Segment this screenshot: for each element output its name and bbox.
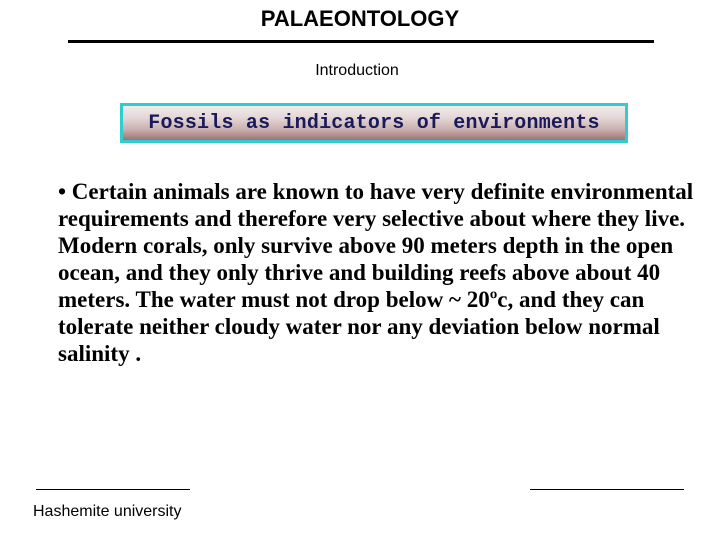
footer-institution: Hashemite university (33, 503, 182, 520)
banner-text: Fossils as indicators of environments (148, 111, 600, 135)
title-divider (68, 40, 654, 43)
topic-banner (120, 103, 628, 143)
footer-divider-left (36, 489, 190, 490)
body-paragraph: • Certain animals are known to have very definite environmental requirements and therefore very selective about where they live. Modern corals, only survive above 90 meters depth in the open ocean, and they only thrive and building reefs above about 40 meters. The water must not drop below ~ 20ºc, and they can tolerate neither cloudy water nor any deviation below normal salinity . (58, 179, 694, 366)
footer-divider-right (530, 489, 684, 490)
section-subtitle: Introduction (315, 62, 399, 79)
page-title: PALAEONTOLOGY (260, 6, 460, 31)
